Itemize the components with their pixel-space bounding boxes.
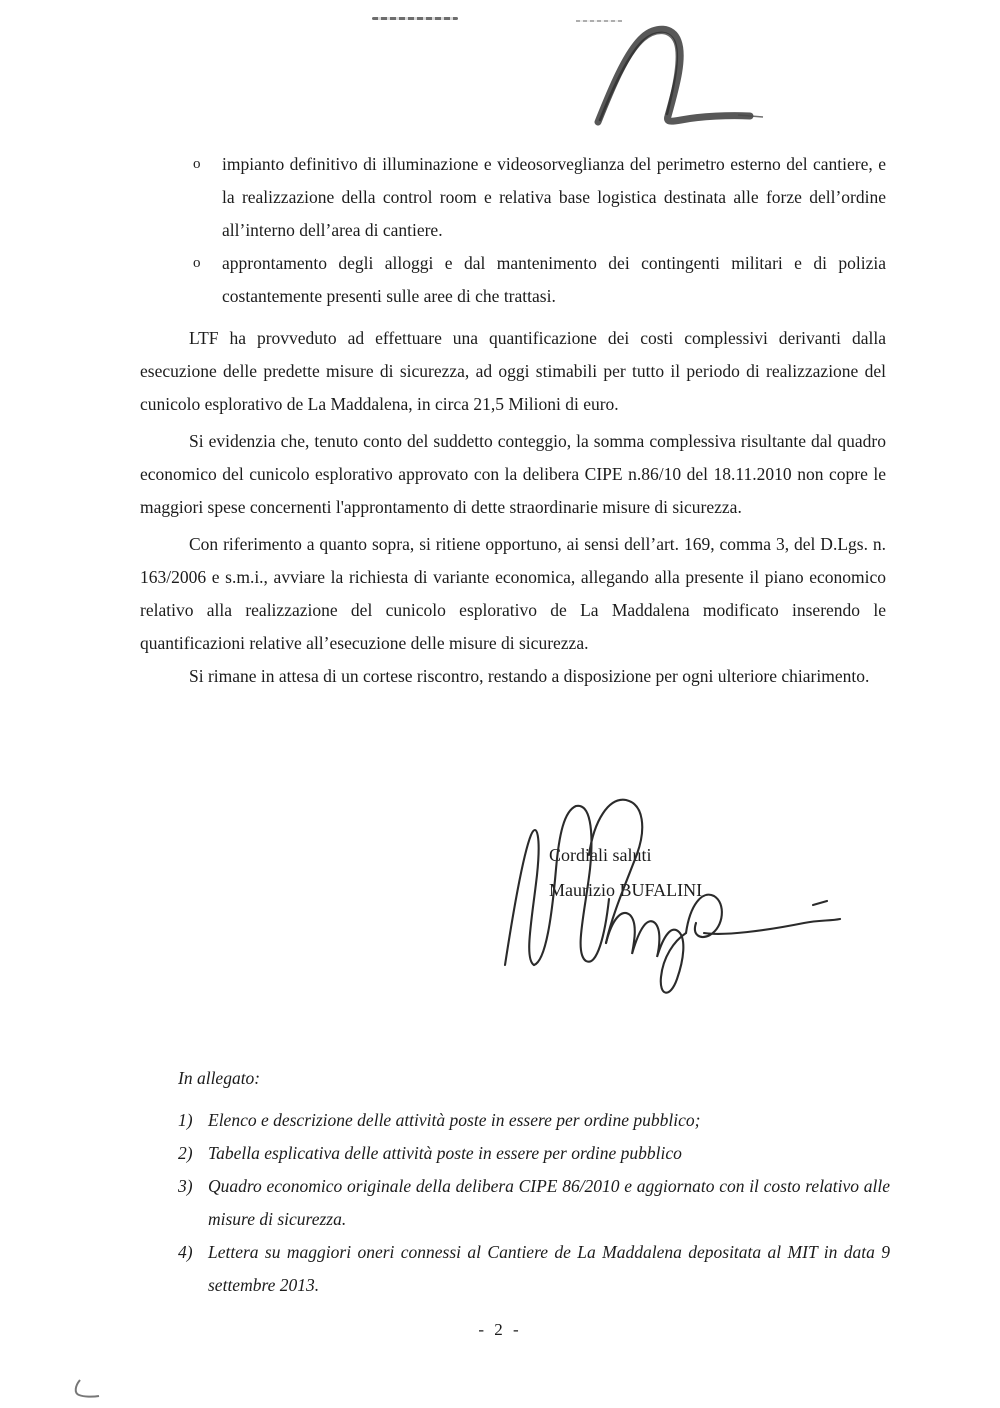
signer-name: Maurizio BUFALINI xyxy=(549,880,703,900)
bullet-text: impianto definitivo di illuminazione e videosorveglianza del perimetro esterno del cantiere, e la realizzazione della control room e relativa base logistica destinata alle forze dell’ordine all’interno dell’area di cantiere. xyxy=(222,154,886,240)
bullet-item xyxy=(193,148,886,247)
attachment-number: 3) xyxy=(178,1176,193,1196)
page-number: - 2 - xyxy=(478,1320,522,1339)
scan-smudge-line xyxy=(576,20,622,22)
attachment-item xyxy=(178,1137,890,1170)
attachment-text: Quadro economico originale della delibera CIPE 86/2010 e aggiornato con il costo relativo alle misure di sicurezza. xyxy=(208,1176,890,1229)
attachments-section xyxy=(178,1062,890,1302)
bullet-marker: o xyxy=(193,156,201,172)
scan-corner-artifact xyxy=(70,1378,102,1402)
attachment-number: 2) xyxy=(178,1143,193,1163)
paragraph: LTF ha provveduto ad effettuare una quantificazione dei costi complessivi derivanti dalla esecuzione delle predette misure di sicurezza, ad oggi stimabili per tutto il periodo di realizzazione del cunicolo esplorativo de La Maddalena, in circa 21,5 Milioni di euro. xyxy=(140,328,886,414)
scan-smudge-line xyxy=(372,17,458,20)
handwritten-numeral-2-mark xyxy=(580,24,765,129)
attachment-number: 4) xyxy=(178,1242,193,1262)
paragraph: Con riferimento a quanto sopra, si ritiene opportuno, ai sensi dell’art. 169, comma 3, del D.Lgs. n. 163/2006 e s.m.i., avviare la richiesta di variante economica, allegando alla presente il piano economico relativo alla realizzazione del cunicolo esplorativo de La Maddalena modificato inserendo le quantificazioni relative all’esecuzione delle misure di sicurezza. xyxy=(140,534,886,653)
attachment-text: Lettera su maggiori oneri connessi al Cantiere de La Maddalena depositata al MIT in data 9 settembre 2013. xyxy=(208,1242,890,1295)
attachment-item xyxy=(178,1236,890,1302)
paragraph: Si evidenzia che, tenuto conto del suddetto conteggio, la somma complessiva risultante dal quadro economico del cunicolo esplorativo approvato con la delibera CIPE n.86/10 del 18.11.2010 non copre le maggiori spese concernenti l'approntamento di dette straordinarie misure di sicurezza. xyxy=(140,431,886,517)
bullet-text: approntamento degli alloggi e dal mantenimento dei contingenti militari e di polizia costantemente presenti sulle aree di che trattasi. xyxy=(222,253,886,306)
handwritten-signature xyxy=(493,793,845,1011)
attachment-number: 1) xyxy=(178,1110,193,1130)
attachment-text: Tabella esplicativa delle attività poste in essere per ordine pubblico xyxy=(208,1143,682,1163)
attachment-item xyxy=(178,1170,890,1236)
paragraph: Si rimane in attesa di un cortese riscontro, restando a disposizione per ogni ulteriore chiarimento. xyxy=(189,666,870,686)
attachment-item xyxy=(178,1104,890,1137)
closing-salutation: Cordiali saluti xyxy=(549,845,652,865)
attachments-heading: In allegato: xyxy=(178,1068,261,1088)
attachment-text: Elenco e descrizione delle attività poste in essere per ordine pubblico; xyxy=(208,1110,701,1130)
letter-body xyxy=(140,148,886,693)
bullet-marker: o xyxy=(193,255,201,271)
bullet-item xyxy=(193,247,886,313)
